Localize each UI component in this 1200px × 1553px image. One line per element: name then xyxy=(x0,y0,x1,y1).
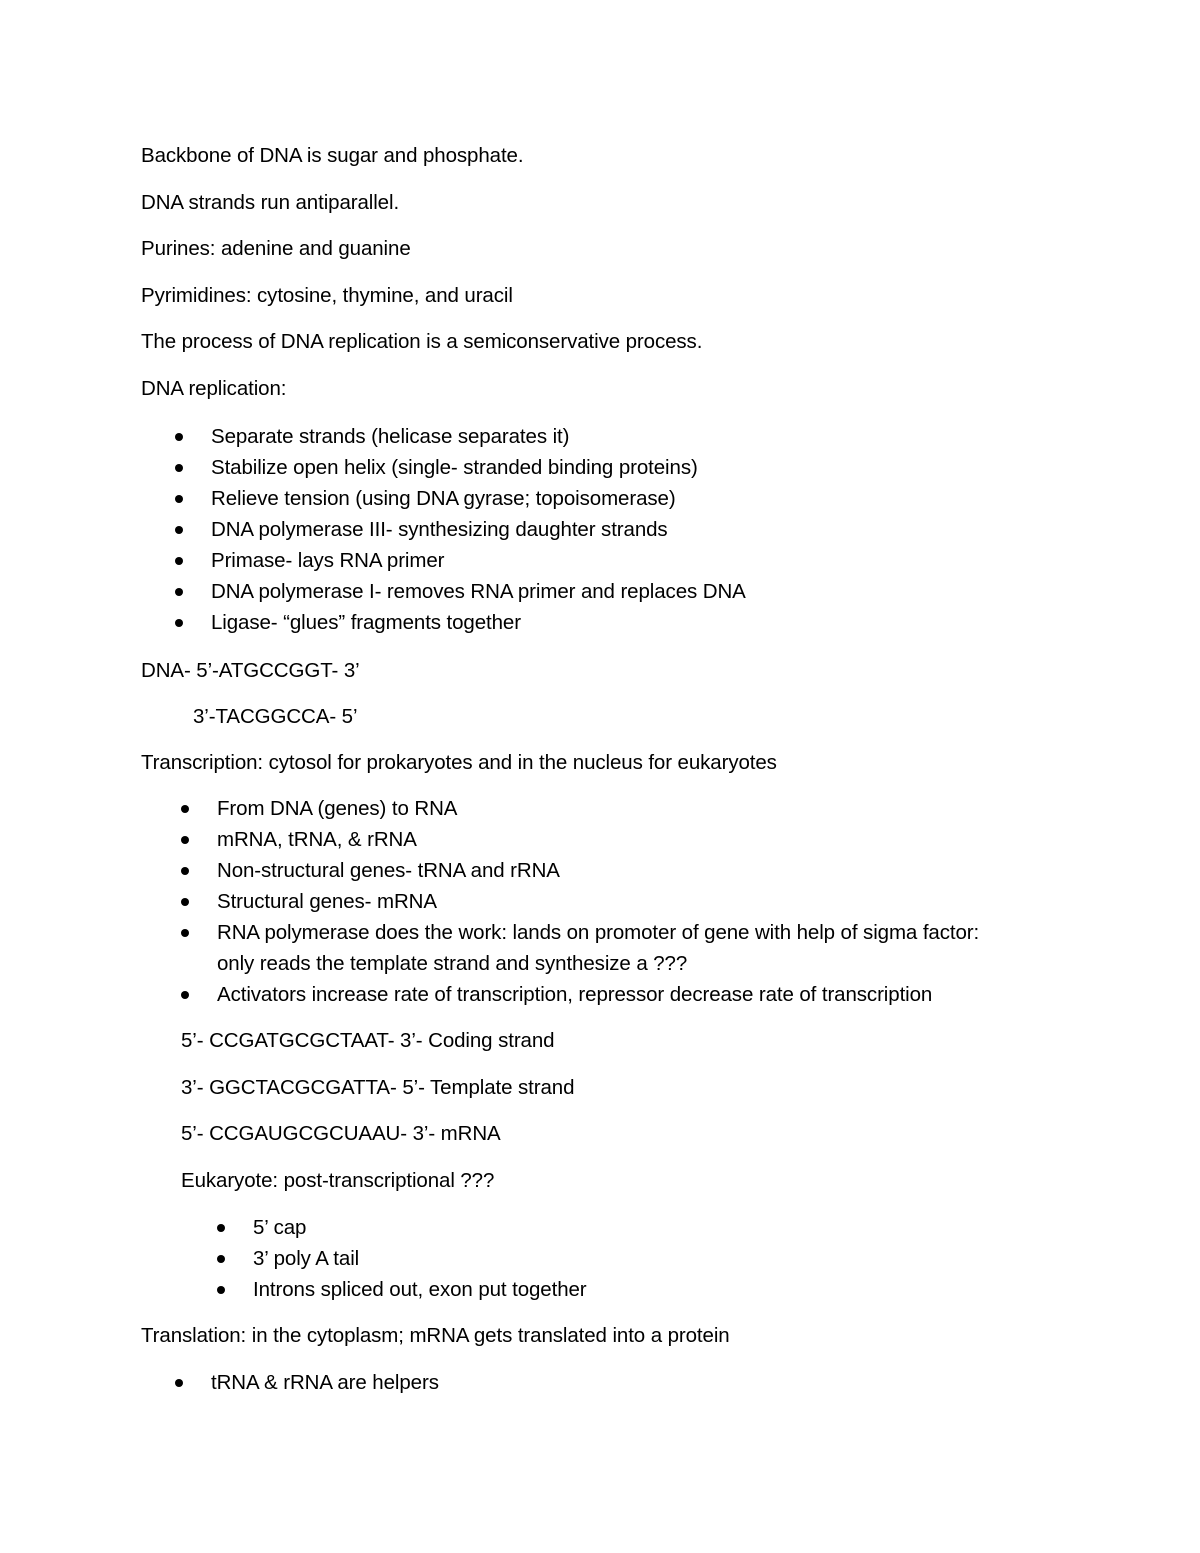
bullet-icon xyxy=(181,867,189,875)
template-strand: 3’- GGCTACGCGATTA- 5’- Template strand xyxy=(181,1076,575,1099)
list-item: Ligase- “glues” fragments together xyxy=(211,611,521,634)
paragraph-antiparallel: DNA strands run antiparallel. xyxy=(141,191,400,214)
transcription-heading: Transcription: cytosol for prokaryotes and in the nucleus for eukaryotes xyxy=(141,751,777,774)
bullet-icon xyxy=(217,1255,225,1263)
list-item: tRNA & rRNA are helpers xyxy=(211,1371,439,1394)
list-item: RNA polymerase does the work: lands on promoter of gene with help of sigma factor: xyxy=(217,921,980,944)
list-item: Introns spliced out, exon put together xyxy=(253,1278,587,1301)
list-item-continuation: only reads the template strand and synthesize a ??? xyxy=(217,952,688,975)
eukaryote-heading: Eukaryote: post-transcriptional ??? xyxy=(181,1169,495,1192)
bullet-icon xyxy=(181,805,189,813)
coding-strand: 5’- CCGATGCGCTAAT- 3’- Coding strand xyxy=(181,1029,555,1052)
list-item: Activators increase rate of transcription, repressor decrease rate of transcription xyxy=(217,983,933,1006)
bullet-icon xyxy=(181,991,189,999)
list-item: Non-structural genes- tRNA and rRNA xyxy=(217,859,560,882)
translation-heading: Translation: in the cytoplasm; mRNA gets translated into a protein xyxy=(141,1324,730,1347)
bullet-icon xyxy=(175,464,183,472)
paragraph-dna-replication-heading: DNA replication: xyxy=(141,377,287,400)
bullet-icon xyxy=(175,588,183,596)
bullet-icon xyxy=(175,619,183,627)
list-item: 3’ poly A tail xyxy=(253,1247,360,1270)
list-item: 5’ cap xyxy=(253,1216,307,1239)
paragraph-pyrimidines: Pyrimidines: cytosine, thymine, and uracil xyxy=(141,284,513,307)
list-item: Stabilize open helix (single- stranded binding proteins) xyxy=(211,456,698,479)
list-item: Structural genes- mRNA xyxy=(217,890,437,913)
bullet-icon xyxy=(175,1379,183,1387)
list-item: DNA polymerase I- removes RNA primer and replaces DNA xyxy=(211,580,746,603)
list-item: DNA polymerase III- synthesizing daughter strands xyxy=(211,518,668,541)
list-item: From DNA (genes) to RNA xyxy=(217,797,458,820)
bullet-icon xyxy=(181,836,189,844)
mrna-strand: 5’- CCGAUGCGCUAAU- 3’- mRNA xyxy=(181,1122,501,1145)
list-item: Separate strands (helicase separates it) xyxy=(211,425,570,448)
dna-example-line2: 3’-TACGGCCA- 5’ xyxy=(193,705,358,728)
bullet-icon xyxy=(181,898,189,906)
bullet-icon xyxy=(217,1224,225,1232)
bullet-icon xyxy=(181,929,189,937)
list-item: mRNA, tRNA, & rRNA xyxy=(217,828,417,851)
paragraph-semiconservative: The process of DNA replication is a semiconservative process. xyxy=(141,330,703,353)
bullet-icon xyxy=(175,526,183,534)
paragraph-purines: Purines: adenine and guanine xyxy=(141,237,411,260)
dna-example-line1: DNA- 5’-ATGCCGGT- 3’ xyxy=(141,659,360,682)
list-item: Primase- lays RNA primer xyxy=(211,549,445,572)
list-item: Relieve tension (using DNA gyrase; topoisomerase) xyxy=(211,487,676,510)
paragraph-backbone: Backbone of DNA is sugar and phosphate. xyxy=(141,144,524,167)
bullet-icon xyxy=(217,1286,225,1294)
bullet-icon xyxy=(175,557,183,565)
bullet-icon xyxy=(175,433,183,441)
bullet-icon xyxy=(175,495,183,503)
